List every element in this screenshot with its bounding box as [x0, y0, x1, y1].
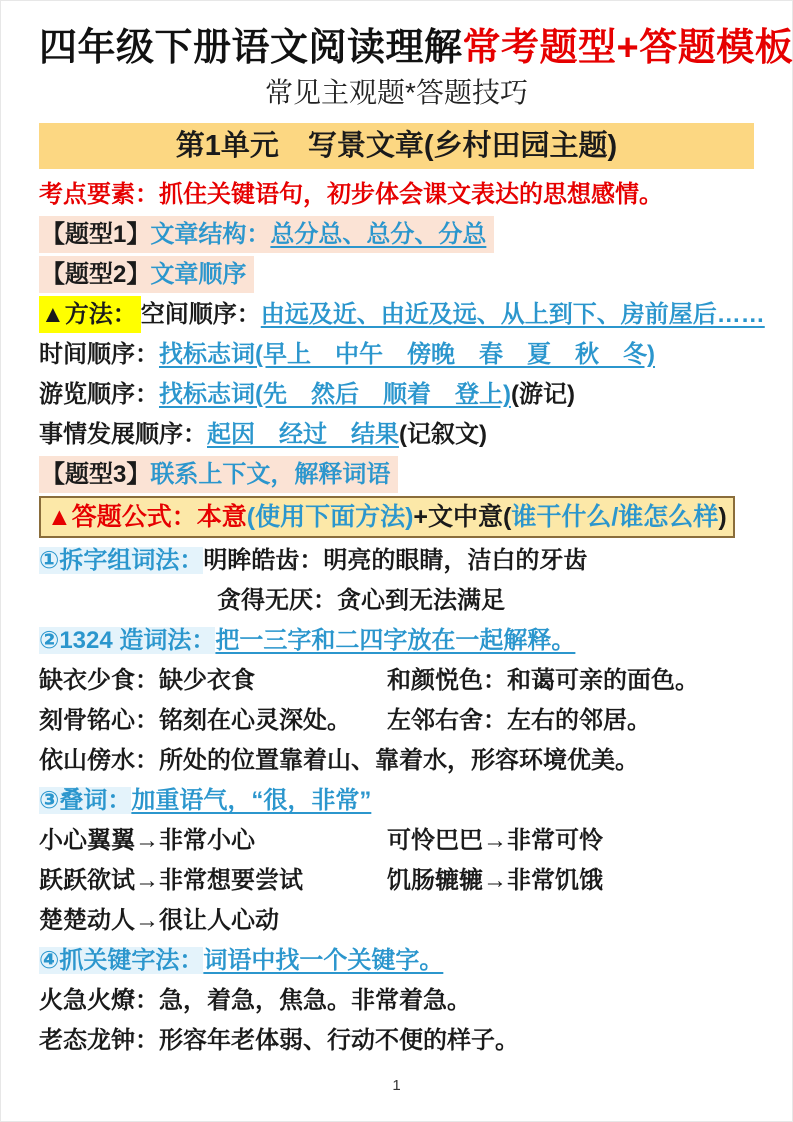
word-pair: 可怜巴巴→非常可怜	[387, 827, 603, 854]
method-tag: ▲方法：	[39, 296, 141, 333]
method1-example2: 贪得无厌：贪心到无法满足	[217, 587, 505, 614]
page-subtitle: 常见主观题*答题技巧	[265, 77, 528, 108]
event-order-suffix: (记叙文)	[399, 421, 487, 448]
method2-row1	[39, 661, 754, 701]
type3-label: 联系上下文，解释词语	[150, 461, 391, 488]
time-order-label: 时间顺序：	[39, 341, 159, 368]
formula-ctx-text: 谁干什么/谁怎么样	[511, 503, 719, 531]
exam-points-text: 抓住关键语句，初步体会课文表达的思想感情。	[159, 181, 663, 208]
page-number: 1	[392, 1077, 401, 1094]
method2-full-row	[39, 741, 754, 781]
time-order-line	[39, 335, 754, 375]
type1-line	[39, 215, 754, 255]
type2-tag: 【题型2】	[41, 261, 151, 288]
method1-line	[39, 541, 754, 581]
type3-tag: 【题型3】	[41, 461, 151, 488]
word-pair: 缺衣少食：缺少衣食	[39, 667, 255, 694]
space-order-link: 由远及近、由近及远、从上到下、房前屋后……	[260, 301, 765, 328]
tour-order-link: 找标志词(先 然后 顺着 登上)	[159, 381, 511, 408]
page-title-black: 四年级下册语文阅读理解	[39, 27, 463, 69]
word-pair: 楚楚动人→很让人心动	[39, 907, 279, 934]
method1-example1: 明眸皓齿：明亮的眼睛，洁白的牙齿	[203, 547, 588, 574]
method3-row1	[39, 821, 754, 861]
word-pair: 饥肠辘辘→非常饥饿	[387, 867, 603, 894]
document-body	[39, 175, 765, 1061]
word-pair: 跃跃欲试→非常想要尝试	[39, 867, 303, 894]
method2-link: 把一三字和二四字放在一起解释。	[215, 627, 576, 654]
event-order-label: 事情发展顺序：	[39, 421, 207, 448]
space-order-label: 空间顺序：	[140, 301, 261, 328]
type3-line	[39, 455, 754, 495]
type1-link: 总分总、总分、分总	[270, 221, 487, 248]
method1-example2-line	[39, 581, 754, 621]
method3-full-row	[39, 901, 754, 941]
tour-order-line	[39, 375, 754, 415]
method3-line	[39, 781, 754, 821]
page-title	[39, 23, 793, 73]
method4-example2-line	[39, 1021, 754, 1061]
method3-link: 加重语气，“很，非常”	[131, 787, 372, 814]
word-pair: 和颜悦色：和蔼可亲的面色。	[387, 667, 699, 694]
exam-points-label: 考点要素：	[39, 181, 159, 208]
exam-points-line	[39, 175, 754, 215]
formula-tag: ▲答题公式：	[47, 503, 197, 531]
type2-label: 文章顺序	[150, 261, 247, 288]
word-pair: 老态龙钟：形容年老体弱、行动不便的样子。	[39, 1027, 519, 1054]
method2-label: ②1324 造词法：	[39, 627, 216, 654]
tour-order-suffix: (游记)	[510, 381, 575, 408]
word-pair: 刻骨铭心：铭刻在心灵深处。	[39, 707, 351, 734]
type1-tag: 【题型1】	[41, 221, 151, 248]
formula-base-note: (使用下面方法)	[246, 503, 414, 531]
formula-ctx-open: (	[503, 503, 512, 531]
word-pair: 小心翼翼→非常小心	[39, 827, 255, 854]
formula-plus: +文中意	[413, 503, 504, 531]
method4-example1-line	[39, 981, 754, 1021]
method2-line	[39, 621, 754, 661]
type1-label: 文章结构：	[150, 221, 271, 248]
word-pair: 依山傍水：所处的位置靠着山、靠着水，形容环境优美。	[39, 747, 639, 774]
method4-label: ④抓关键字法：	[39, 947, 204, 974]
formula-base: 本意	[196, 503, 247, 531]
method3-label: ③叠词：	[39, 787, 132, 814]
method3-row2	[39, 861, 754, 901]
method1-label: ①拆字组词法：	[39, 547, 204, 574]
word-pair: 左邻右舍：左右的邻居。	[387, 707, 651, 734]
tour-order-label: 游览顺序：	[39, 381, 159, 408]
word-pair: 火急火燎：急，着急，焦急。非常着急。	[39, 987, 471, 1014]
method4-link: 词语中找一个关键字。	[203, 947, 444, 974]
method-line	[39, 295, 765, 335]
type2-line	[39, 255, 754, 295]
formula-ctx-close: )	[718, 503, 727, 531]
answer-formula-line	[39, 495, 754, 541]
event-order-line	[39, 415, 754, 455]
unit-banner: 第1单元 写景文章(乡村田园主题)	[39, 123, 754, 169]
event-order-link: 起因 经过 结果	[207, 421, 399, 448]
method4-line	[39, 941, 754, 981]
page-title-red: 常考题型+答题模板	[462, 27, 793, 69]
time-order-link: 找标志词(早上 中午 傍晚 春 夏 秋 冬)	[159, 341, 655, 368]
method2-row2	[39, 701, 754, 741]
answer-formula-box	[39, 496, 735, 538]
